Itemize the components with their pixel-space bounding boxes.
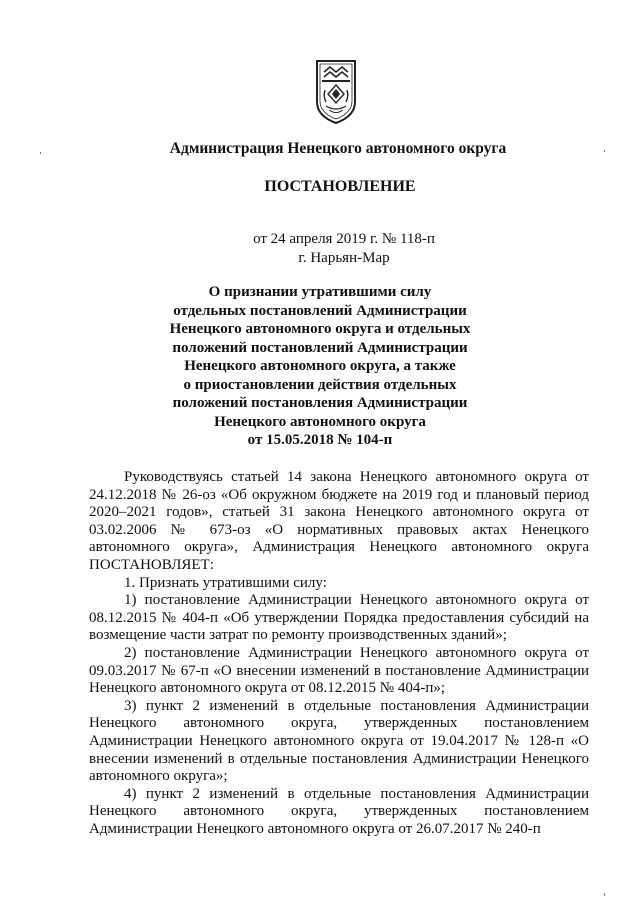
title-line: О признании утратившими силу [208, 284, 432, 300]
title-line: Ненецкого автономного округа, а также [184, 358, 456, 374]
body-paragraph: 1) постановление Администрации Ненецкого автономного округа от 08.12.2015 № 404-п «Об утверждении Порядка предоставления субсидий на возмещение части затрат по ремонту производственных зданий»; [89, 592, 589, 644]
scan-mark [40, 152, 41, 154]
document-type: ПОСТАНОВЛЕНИЕ [264, 178, 416, 195]
body-paragraph: 4) пункт 2 изменений в отдельные постановления Администрации Ненецкого автономного округа, утвержденных постановлением Администрации Ненецкого автономного округа от 26.07.2017 № 240-п [89, 785, 589, 837]
body-paragraph: 3) пункт 2 изменений в отдельные постановления Администрации Ненецкого автономного округа, утвержденных постановлением Администрации Ненецкого автономного округа от 19.04.2017 № 128-п «О внесении изменений в отдельные постановления Администрации Ненецкого автономного округа»; [89, 697, 589, 785]
organization-name: Администрация Ненецкого автономного округа [169, 140, 507, 157]
document-city: г. Нарьян-Мар [298, 250, 390, 266]
title-line: отдельных постановлений Администрации [173, 302, 467, 319]
body-paragraph: 1. Признать утратившими силу: [124, 574, 327, 591]
title-line: Ненецкого автономного округа и отдельных [169, 321, 471, 337]
scan-mark [604, 893, 605, 896]
title-line: о приостановлении действия отдельных [183, 376, 457, 393]
title-line: от 15.05.2018 № 104-п [247, 432, 393, 448]
coat-of-arms-icon [314, 58, 358, 126]
body-paragraph: Руководствуясь статьей 14 закона Ненецкого автономного округа от 24.12.2018 № 26-оз «Об окружном бюджете на 2019 год и плановый период 2020–2021 годов», статьей 31 закона Ненецкого автономного округа от 03.02.2006 № 673-оз «О нормативных правовых актах Ненецкого автономного округа», Администрация Ненецкого автономного округа ПОСТАНОВЛЯЕТ: [89, 469, 589, 573]
title-line: положений постановлений Администрации [172, 339, 468, 356]
scan-mark [604, 150, 605, 152]
title-line: Ненецкого автономного округа [214, 413, 426, 430]
document-body [89, 469, 589, 838]
body-paragraph: 2) постановление Администрации Ненецкого автономного округа от 09.03.2017 № 67-п «О внесении изменений в постановление Администрации Ненецкого автономного округа от 08.12.2015 № 404-п»; [89, 644, 589, 697]
document-title [100, 283, 540, 450]
document-date-number: от 24 апреля 2019 г. № 118-п [253, 231, 435, 247]
title-line: положений постановления Администрации [172, 395, 468, 411]
